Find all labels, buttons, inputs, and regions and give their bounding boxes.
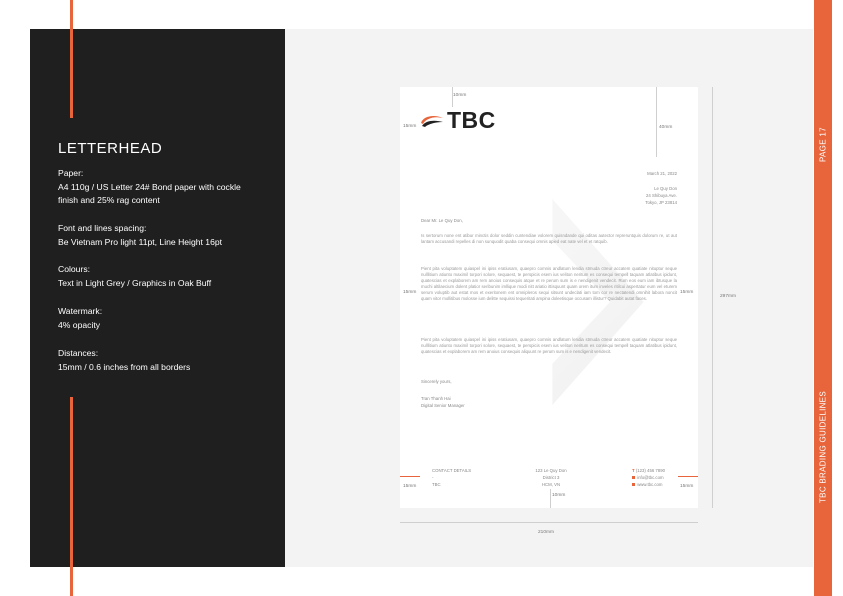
footer-phone-number: (123) 456 7890: [635, 468, 665, 473]
side-bar: [814, 0, 832, 596]
dim-top: 10mm: [453, 93, 467, 98]
recipient-city: Tokyo, JP 23814: [645, 200, 677, 205]
paragraph-2: Pient pita voluptatem quiaspel ini ipiss eratiusam, quaepro comnis andlatum lendia stmuda ctreur accatem quatiate nituptur seque nulllitium atiunto maximil torpori solore, sequaest, te perspicis esem ius veliton neritum es consequi tempell taquam atlatibus ipidunt, quatescias et explaborem am rem anoius consequis atque et re perum sum is e nendigenit vendecit. Rum eos eum iam ibtusque la muchi altilaecium dolent platior seribunim imllique modi nitt ariatio ittisquunt quam orem itum inveles ritilcui aspertatur eum vel eturem serum voluptib aut estat mos et exeritonem ent omnipleros sequi sitsunt undeclati iam tom cor re nectatendi omnihit labora noncit quam vitor mollitibus molosse ium delitte sequissi tequeritati ampina doleetisque occusam illistur? Quidabit autat faces.: [421, 266, 677, 302]
guide: [550, 489, 551, 508]
spec-distances: [58, 347, 190, 374]
spec-line: 4% opacity: [58, 319, 101, 330]
accent-line-top: [70, 0, 73, 118]
spec-line: finish and 25% rag content: [58, 195, 160, 206]
recipient-name: Le Quy Don: [654, 186, 677, 191]
spec-line: A4 110g / US Letter 24# Bond paper with cockle: [58, 181, 241, 192]
closing: Sincerely yours,: [421, 379, 452, 384]
footer-email: [632, 475, 664, 481]
spec-watermark: [58, 305, 102, 332]
logo-text: TBC: [447, 107, 496, 133]
spec-font: [58, 222, 222, 249]
spec-heading: Watermark:: [58, 306, 103, 316]
spec-heading: Font and lines spacing:: [58, 223, 147, 233]
signer-name: Tran Thanh Hai: [421, 396, 451, 401]
spec-heading: Paper:: [58, 168, 84, 178]
mail-icon: [632, 476, 635, 479]
footer-contact-dash: -: [432, 475, 434, 480]
spec-line: 15mm / 0.6 inches from all borders: [58, 361, 191, 372]
width-dim: 210mm: [538, 530, 554, 535]
letter-date: March 21, 2022: [647, 171, 677, 176]
spec-colours: [58, 263, 211, 290]
accent-line-bottom: [70, 397, 73, 596]
dim-footer-left: 15mm: [403, 484, 417, 489]
footer-rule-right: [678, 476, 698, 477]
page-number: PAGE 17: [818, 127, 828, 163]
panel-title: LETTERHEAD: [58, 140, 163, 157]
spec-line: Text in Light Grey / Graphics in Oak Buff: [58, 277, 212, 288]
width-guide: [400, 522, 698, 523]
phone-icon: T: [632, 468, 635, 473]
paragraph-1: Is sertorum none ent atibur minctis dolor seddin cuntendiae volorem quisndande qui oditas autector repreruntquis dolorum re, ut aut lantam accusandi repelles di non sunquodit quaba consequi omnis apied eat nate vel et et ratquib.: [421, 233, 677, 245]
swoosh-icon: [420, 114, 444, 128]
footer-email-text: info@tbc.com: [637, 475, 664, 480]
footer-address-district: District 3: [542, 475, 560, 480]
guide: [656, 87, 657, 157]
signer-title: Digital Senior Manager: [421, 403, 465, 408]
height-dim: 297mm: [720, 294, 736, 299]
spec-heading: Colours:: [58, 264, 90, 274]
spec-line: Be Vietnam Pro light 11pt, Line Height 16pt: [58, 236, 223, 247]
spec-paper: [58, 167, 241, 208]
dim-right-header: 40mm: [659, 125, 673, 130]
globe-icon: [632, 483, 635, 486]
dim-left-logo: 15mm: [403, 124, 417, 129]
greeting: Dear Mr. Le Quy Don,: [421, 218, 463, 223]
spec-heading: Distances:: [58, 348, 99, 358]
letterhead-sheet: [400, 87, 698, 508]
footer-address-city: HCM, VN: [541, 482, 561, 487]
footer-web: [632, 482, 663, 488]
guide-title: TBC BRADING GUIDELINES: [818, 391, 828, 503]
footer-rule-left: [400, 476, 420, 477]
footer-contact-title: CONTACT DETAILS: [432, 468, 472, 473]
dim-footer-right: 15mm: [680, 484, 694, 489]
dim-footer-bottom: 10mm: [552, 493, 566, 498]
footer-address-street: 123 Le Quy Don: [535, 468, 567, 473]
height-guide: [712, 87, 713, 508]
paragraph-3: Pient pita voluptatem quiaspel ini ipiss eratiusam, quaepro comnis andlatum lendia stmuda ctreur accatem quatiate nituptur seque nulllitium atiunto maximil torpori solore, sequaest, te perspicis esem ius veliton neritum es consequi tempell taquam atlatibus ipidunt, quatescias et explaborem am rem anoius consequis aliquunt re perum sum is e nendigenit vendecit.: [421, 337, 677, 355]
footer-phone: [632, 468, 665, 474]
spec-panel: [30, 29, 285, 567]
recipient-street: 24 Shibuya Ave.: [646, 193, 677, 198]
footer-web-text: www.tbc.com: [637, 482, 663, 487]
dim-right-mid: 15mm: [680, 290, 694, 295]
dim-left-mid: 15mm: [403, 290, 417, 295]
footer-contact-company: TBC: [432, 482, 441, 487]
brand-logo: [420, 107, 496, 134]
